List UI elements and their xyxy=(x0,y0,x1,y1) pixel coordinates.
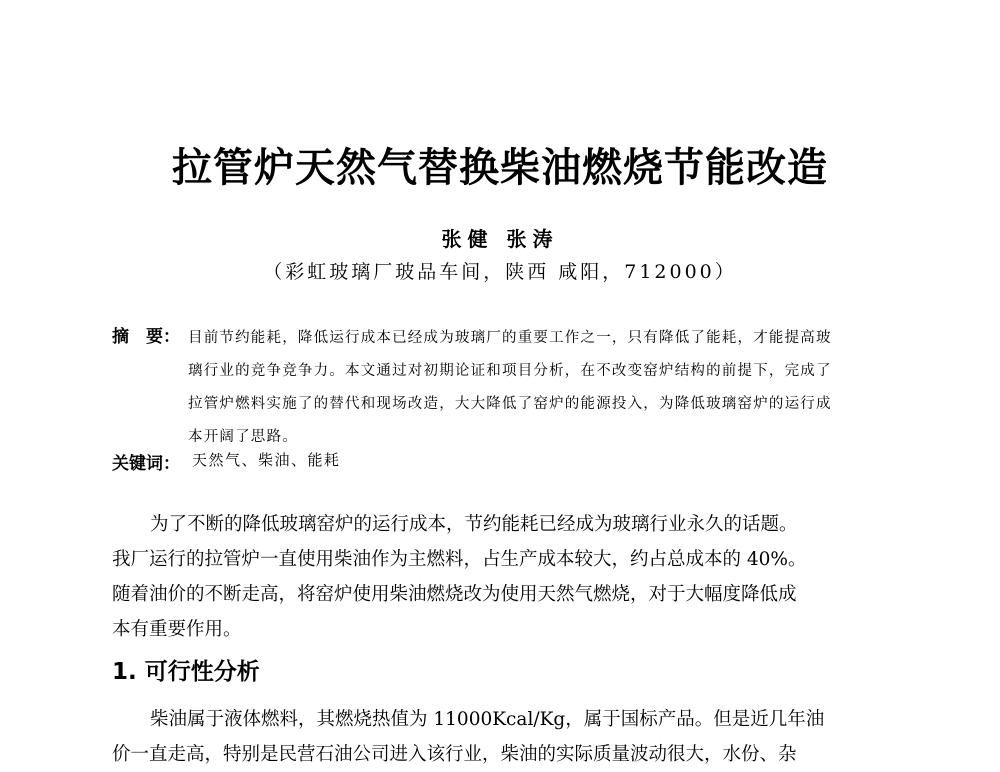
author-affiliation: （彩虹玻璃厂玻品车间，陕西 咸阳，712000） xyxy=(263,261,737,283)
paragraph-line: 我厂运行的拉管炉一直使用柴油作为主燃料，占生产成本较大，约占总成本的 40%。 xyxy=(112,549,807,570)
abstract-text xyxy=(188,322,888,454)
abstract-line: 本开阔了思路。 xyxy=(188,429,298,445)
paragraph-line: 为了不断的降低玻璃窑炉的运行成本，节约能耗已经成为玻璃行业永久的话题。 xyxy=(150,514,798,535)
body-paragraph-feasibility xyxy=(112,702,890,772)
paragraph-line: 本有重要作用。 xyxy=(112,619,242,640)
section-heading: 1. 可行性分析 xyxy=(112,659,260,685)
paragraph-line: 随着油价的不断走高，将窑炉使用柴油燃烧改为使用天然气燃烧，对于大幅度降低成 xyxy=(112,584,797,605)
body-paragraph-intro xyxy=(112,507,890,647)
paper-title: 拉管炉天然气替换柴油燃烧节能改造 xyxy=(172,145,828,191)
abstract-label: 摘 要： xyxy=(112,327,180,347)
paragraph-line: 柴油属于液体燃料，其燃烧热值为 11000Kcal/Kg，属于国标产品。但是近几年油 xyxy=(150,709,825,730)
author-names: 张健 张涛 xyxy=(441,227,559,251)
keywords-label: 关键词： xyxy=(112,454,180,474)
abstract-line: 璃行业的竞争竞争力。本文通过对初期论证和项目分析，在不改变窑炉结构的前提下，完成了 xyxy=(188,363,832,379)
abstract-line: 拉管炉燃料实施了的替代和现场改造，大大降低了窑炉的能源投入，为降低玻璃窑炉的运行成 xyxy=(188,396,832,412)
keywords-text: 天然气、柴油、能耗 xyxy=(192,451,341,469)
abstract-line: 目前节约能耗，降低运行成本已经成为玻璃厂的重要工作之一，只有降低了能耗，才能提高玻 xyxy=(188,330,832,346)
paragraph-line: 价一直走高，特别是民营石油公司进入该行业，柴油的实际质量波动很大，水份、杂 xyxy=(112,744,797,765)
